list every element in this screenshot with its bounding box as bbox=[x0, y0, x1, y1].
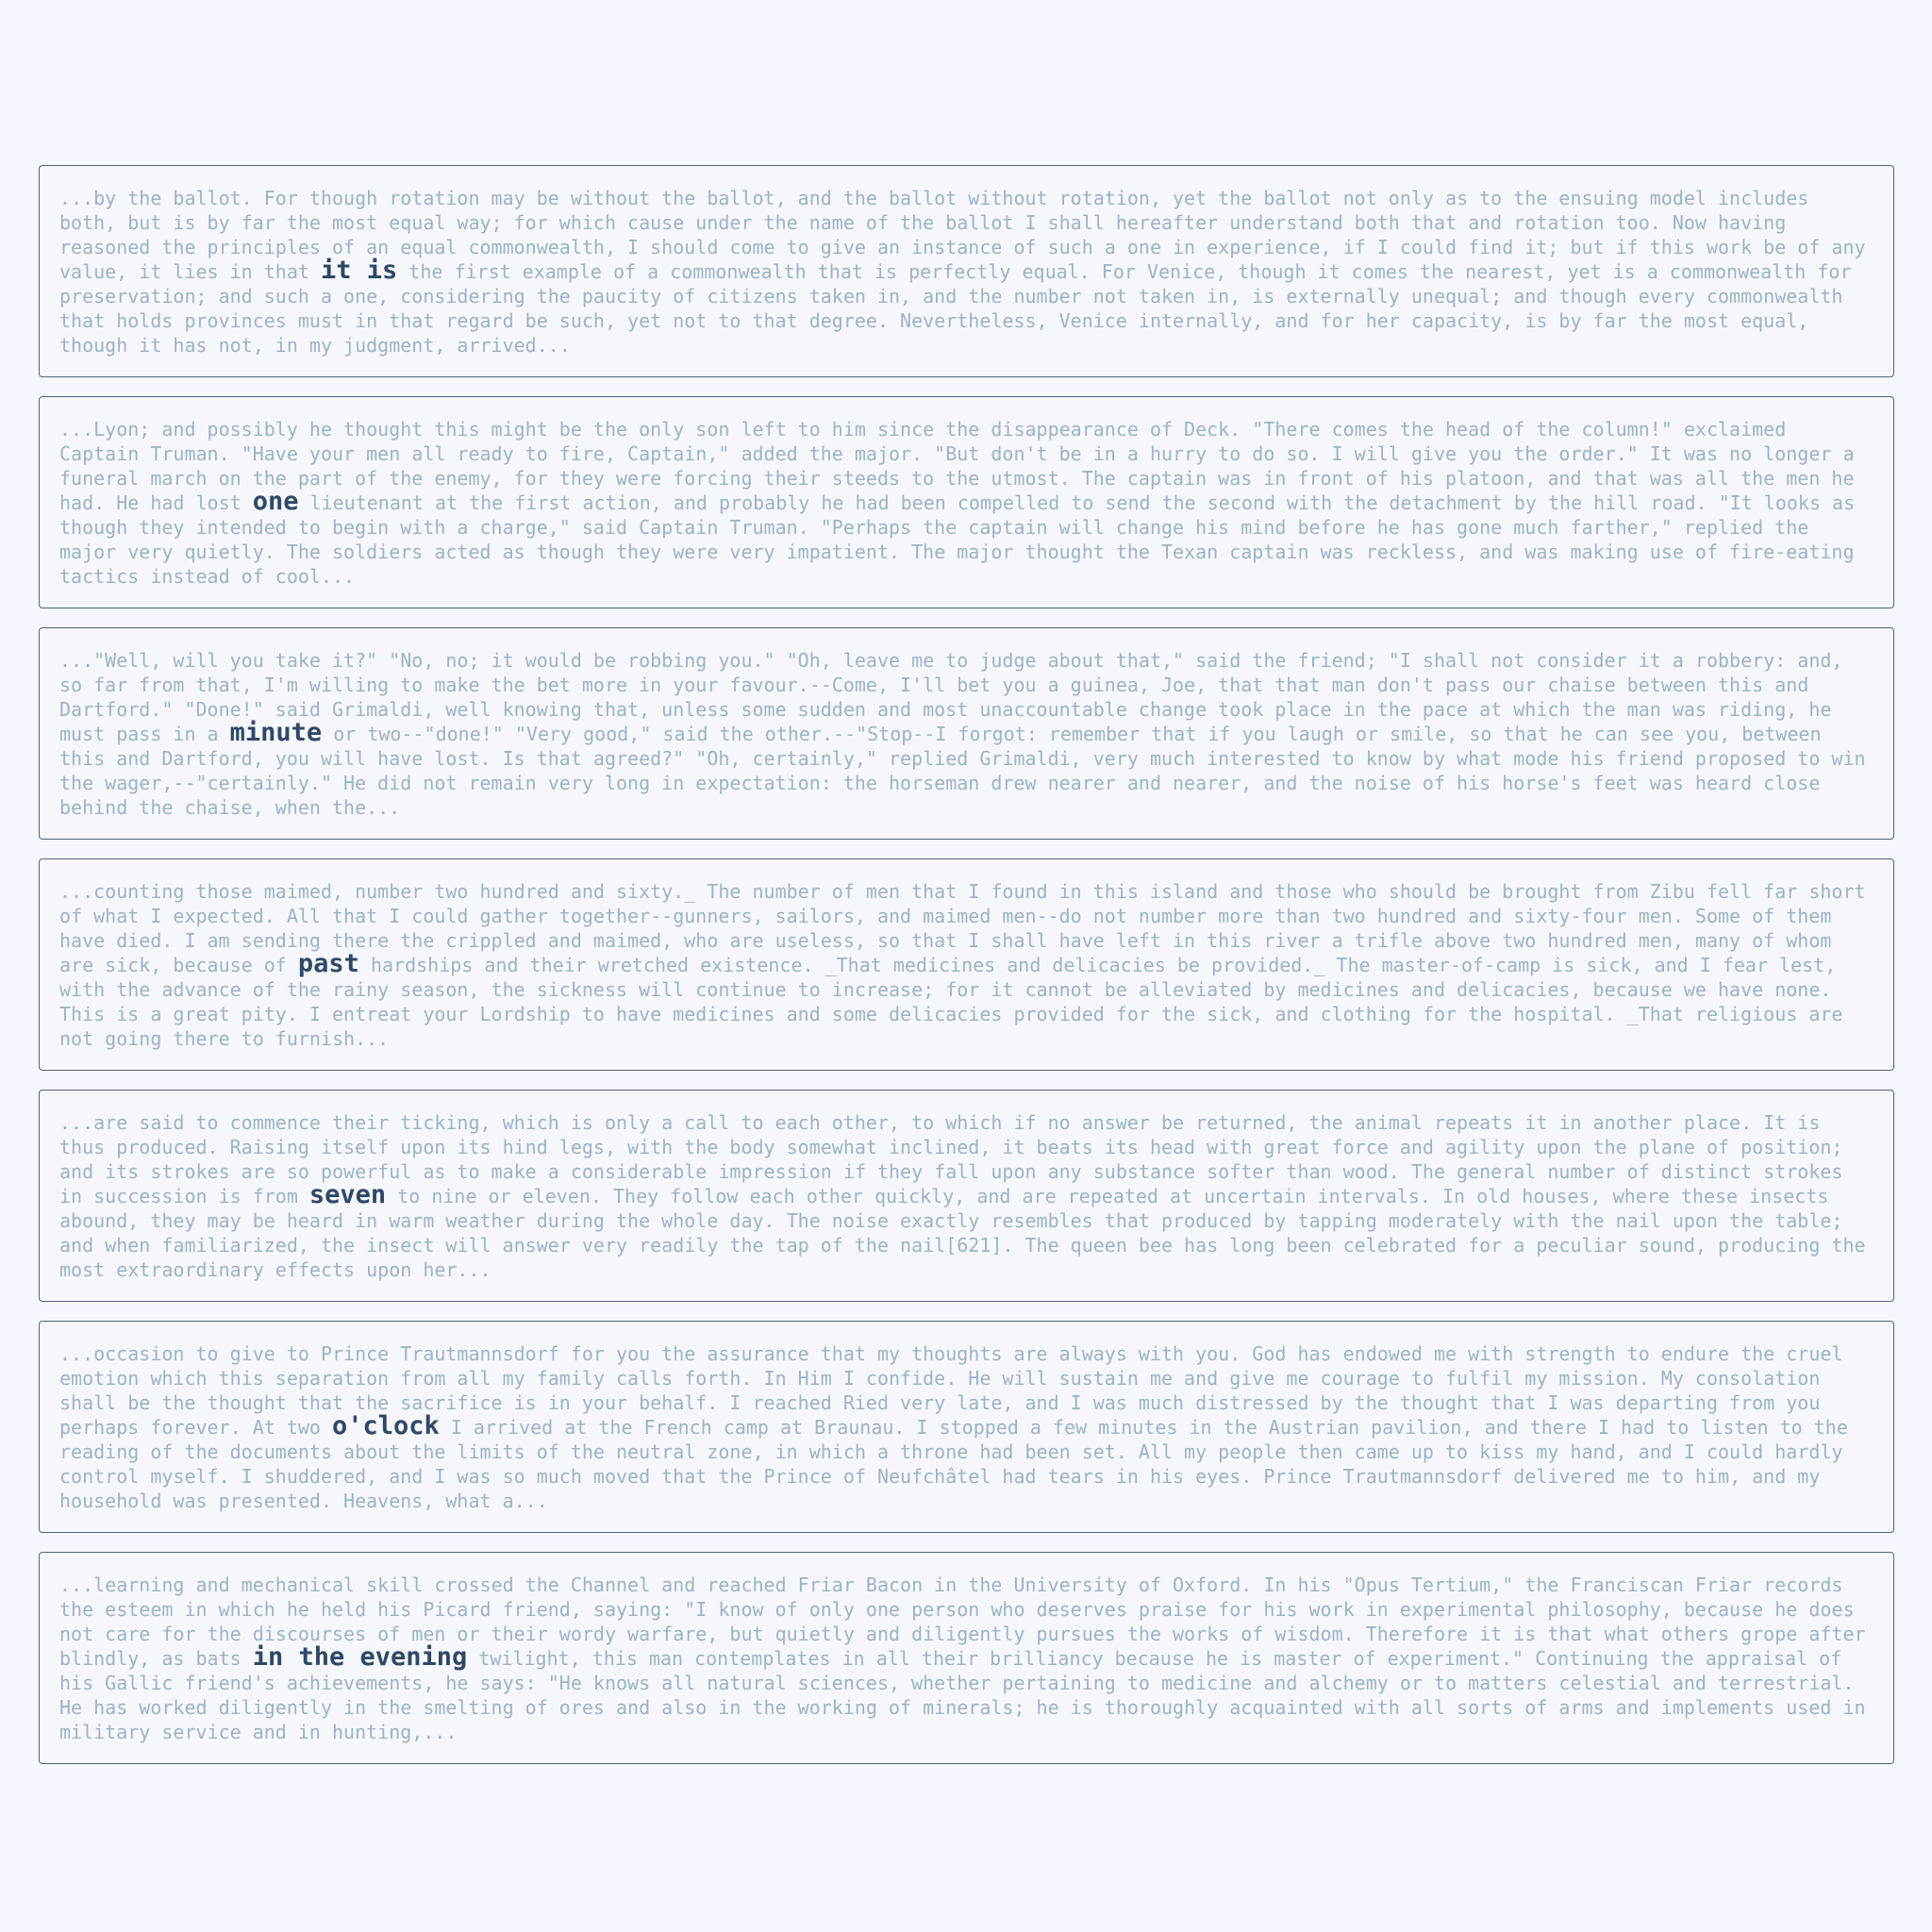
passage-card bbox=[39, 1321, 1894, 1533]
text-after: to nine or eleven. They follow each other quickly, and are repeated at uncertain intervals. In old houses, where these insects abound, they may be heard in warm weather during the whole day. The noise exactly resembles that produced by tapping moderately with the nail upon the table; and when familiarized, the insect will answer very readily the tap of the nail[621]. The queen bee has long been celebrated for a peculiar sound, producing the most extraordinary effects upon her... bbox=[59, 1185, 1866, 1281]
passage-card bbox=[39, 1090, 1894, 1302]
text-after: I arrived at the French camp at Braunau. I stopped a few minutes in the Austrian pavilion, and there I had to listen to the reading of the documents about the limits of the neutral zone, in which a throne had been set. All my people then came up to kiss my hand, and I could hardly control myself. I shuddered, and I was so much moved that the Prince of Neufchâtel had tears in his eyes. Prince Trautmannsdorf delivered me to him, and my household was presented. Heavens, what a... bbox=[59, 1416, 1848, 1512]
text-before: ...by the ballot. For though rotation may be without the ballot, and the ballot without rotation, yet the ballot not only as to the ensuing model includes both, but is by far the most equal way; for which cause under the name of the ballot I shall hereafter understand both that and rotation too. Now having reasoned the principles of an equal commonwealth, I should come to give an instance of such a one in experience, if I could find it; but if this work be of any value, it lies in that bbox=[59, 187, 1866, 283]
passage-text bbox=[59, 1110, 1874, 1282]
text-after: or two--"done!" "Very good," said the other.--"Stop--I forgot: remember that if you laugh or smile, so that he can see you, between this and Dartford, you will have lost. Is that agreed?" "Oh, certainly," replied Grimaldi, very much interested to know by what mode his friend proposed to win the wager,--"certainly." He did not remain very long in expectation: the horseman drew nearer and nearer, and the noise of his horse's feet was heard close behind the chaise, when the... bbox=[59, 723, 1866, 819]
passage-text bbox=[59, 1341, 1874, 1513]
highlighted-phrase: one bbox=[252, 487, 299, 516]
text-before: ...counting those maimed, number two hundred and sixty._ The number of men that I found in this island and those who should be brought from Zibu fell far short of what I expected. All that I could gather together--gunners, sailors, and maimed men--do not number more than two hundred and sixty-four men. Some of them have died. I am sending there the crippled and maimed, who are useless, so that I shall have left in this river a trifle above two hundred men, many of whom are sick, because of bbox=[59, 880, 1866, 976]
passage-text bbox=[59, 1573, 1874, 1744]
passage-card bbox=[39, 396, 1894, 608]
highlighted-phrase: in the evening bbox=[252, 1642, 468, 1672]
text-before: ...Lyon; and possibly he thought this might be the only son left to him since the disappearance of Deck. "There comes the head of the column!" exclaimed Captain Truman. "Have your men all ready to fire, Captain," added the major. "But don't be in a hurry to do so. I will give you the order." It was no longer a funeral march on the part of the enemy, for they were forcing their steeds to the utmost. The captain was in front of his platoon, and that was all the men he had. He had lost bbox=[59, 418, 1855, 514]
passage-text bbox=[59, 648, 1874, 820]
text-before: ..."Well, will you take it?" "No, no; it would be robbing you." "Oh, leave me to judge about that," said the friend; "I shall not consider it a robbery: and, so far from that, I'm willing to make the bet more in your favour.--Come, I'll bet you a guinea, Joe, that that man don't pass our chaise between this and Dartford." "Done!" said Grimaldi, well knowing that, unless some sudden and most unaccountable change took place in the pace at which the man was riding, he must pass in a bbox=[59, 649, 1843, 745]
passage-card bbox=[39, 627, 1894, 840]
text-before: ...are said to commence their ticking, which is only a call to each other, to which if no answer be returned, the animal repeats it in another place. It is thus produced. Raising itself upon its hind legs, with the body somewhat inclined, it beats its head with great force and agility upon the plane of position; and its strokes are so powerful as to make a considerable impression if they fall upon any substance softer than wood. The general number of distinct strokes in succession is from bbox=[59, 1111, 1843, 1208]
highlighted-phrase: minute bbox=[229, 718, 323, 747]
text-after: lieutenant at the first action, and probably he had been compelled to send the second with the detachment by the hill road. "It looks as though they intended to begin with a charge," said Captain Truman. "Perhaps the captain will change his mind before he has gone much farther," replied the major very quietly. The soldiers acted as though they were very impatient. The major thought the Texan captain was reckless, and was making use of fire-eating tactics instead of cool... bbox=[59, 491, 1856, 588]
highlighted-phrase: it is bbox=[320, 256, 398, 285]
passage-card bbox=[39, 858, 1894, 1071]
text-before: ...occasion to give to Prince Trautmannsdorf for you the assurance that my thoughts are always with you. God has endowed me with strength to endure the cruel emotion which this separation from all my family calls forth. In Him I confide. He will sustain me and give me courage to fulfil my mission. My consolation shall be the thought that the sacrifice is in your behalf. I reached Ried very late, and I was much distressed by the thought that I was departing from you perhaps forever. At two bbox=[59, 1342, 1843, 1439]
highlighted-phrase: seven bbox=[308, 1180, 387, 1209]
passage-text bbox=[59, 186, 1874, 358]
highlighted-phrase: o'clock bbox=[331, 1411, 440, 1441]
passage-text bbox=[59, 879, 1874, 1051]
text-after: the first example of a commonwealth that is perfectly equal. For Venice, though it comes the nearest, yet is a commonwealth for preservation; and such a one, considering the paucity of citizens taken in, and the number not taken in, is externally unequal; and though every commonwealth that holds provinces must in that regard be such, yet not to that degree. Nevertheless, Venice internally, and for her capacity, is by far the most equal, though it has not, in my judgment, arrived... bbox=[59, 260, 1852, 357]
passage-list bbox=[39, 165, 1894, 1783]
highlighted-phrase: past bbox=[297, 949, 359, 978]
passage-card bbox=[39, 165, 1894, 377]
passage-text bbox=[59, 417, 1874, 589]
text-after: hardships and their wretched existence. _That medicines and delicacies be provided._ The master-of-camp is sick, and I fear lest, with the advance of the rainy season, the sickness will continue to increase; for it cannot be alleviated by medicines and delicacies, because we have none. This is a great pity. I entreat your Lordship to have medicines and some delicacies provided for the sick, and clothing for the hospital. _That religious are not going there to furnish... bbox=[59, 954, 1843, 1050]
text-before: ...learning and mechanical skill crossed the Channel and reached Friar Bacon in the University of Oxford. In his "Opus Tertium," the Franciscan Friar records the esteem in which he held his Picard friend, saying: "I know of only one person who deserves praise for his work in experimental philosophy, because he does not care for the discourses of men or their wordy warfare, but quietly and diligently pursues the works of wisdom. Therefore it is that what others grope after blindly, as bats bbox=[59, 1574, 1866, 1670]
text-after: twilight, this man contemplates in all their brilliancy because he is master of experiment." Continuing the appraisal of his Gallic friend's achievements, he says: "He knows all natural sciences, whether pertaining to medicine and alchemy or to matters celestial and terrestrial. He has worked diligently in the smelting of ores and also in the working of minerals; he is thoroughly acquainted with all sorts of arms and implements used in military service and in hunting,... bbox=[59, 1647, 1866, 1743]
passage-card bbox=[39, 1552, 1894, 1764]
